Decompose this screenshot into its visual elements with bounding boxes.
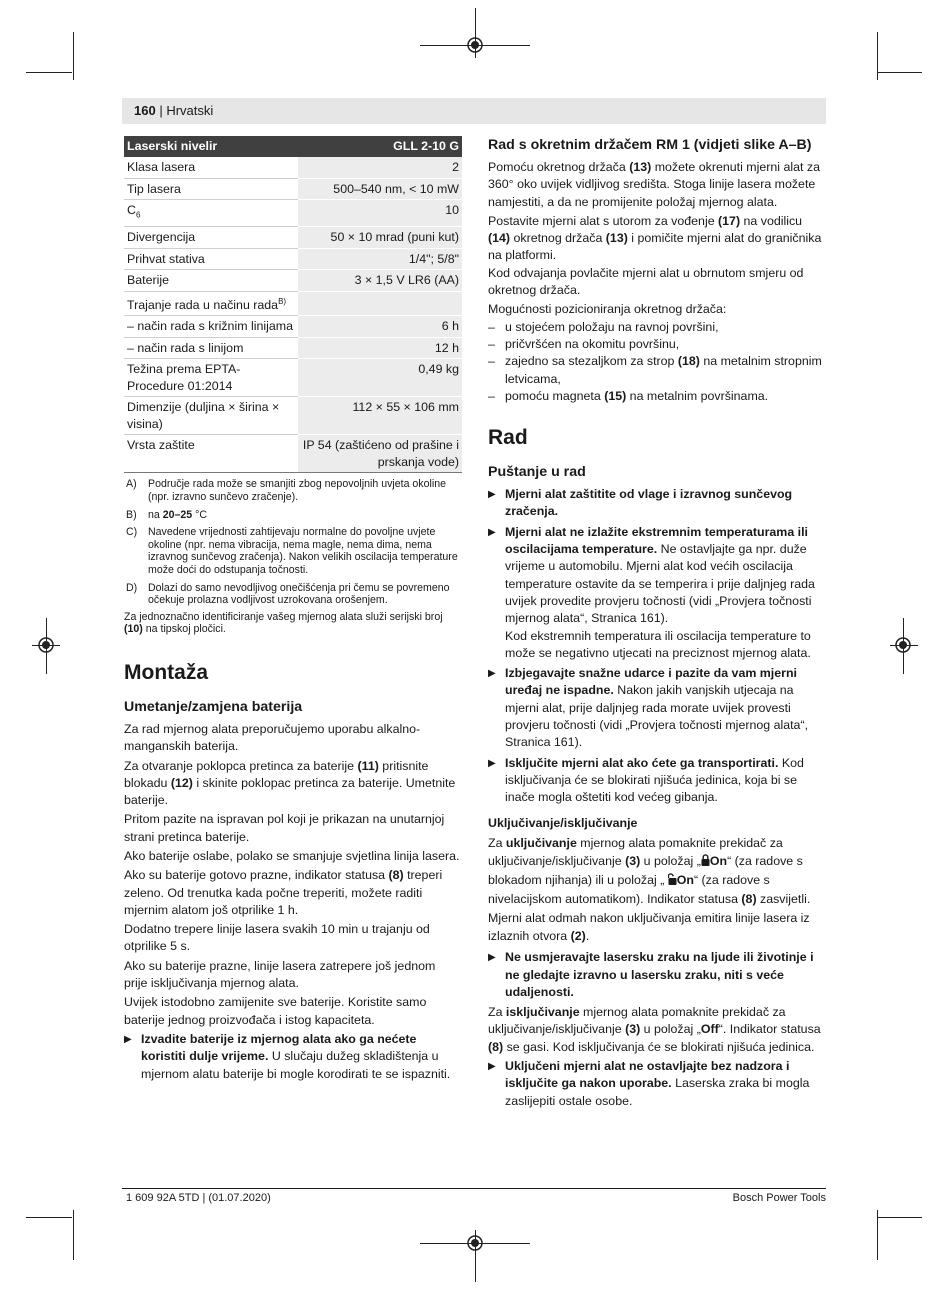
paragraph: Uvijek istodobno zamijenite sve baterije. Koristite samo baterije jednog proizvođača i istog kapaciteta. xyxy=(124,995,427,1027)
crop-mark xyxy=(878,72,922,73)
paragraph: Ako su baterije prazne, linije lasera zatrepere još jednom prije isključivanja mjernog alata. xyxy=(124,958,436,991)
text: zasvijetli. Mjerni alat odmah nakon uključivanja emitira linije lasera iz izlaznih otvora xyxy=(488,891,811,944)
text: mjernog alata pomaknite prekidač za uključivanje/isključivanje xyxy=(488,1005,786,1037)
table-row xyxy=(124,316,462,338)
footnote-key: C) xyxy=(126,526,138,539)
text: Postavite mjerni alat s utorom za vođenje xyxy=(488,213,719,228)
footnote xyxy=(124,509,462,522)
table-row xyxy=(124,270,462,292)
table-row xyxy=(124,178,462,200)
footnote-text: Dolazi do samo nevodljivog onečišćenja pri čemu se povremeno očekuje prolazna vodljivost uzrokovana orošenjem. xyxy=(148,581,450,607)
row-label-sup: B) xyxy=(278,296,287,306)
language-label: Hrvatski xyxy=(166,103,214,118)
table-row xyxy=(124,359,462,397)
text: mjernog alata pomaknite prekidač za uključivanje/isključivanje xyxy=(488,835,783,869)
paragraph-switch-on xyxy=(488,834,826,947)
page-number: 160 xyxy=(134,103,156,118)
lock-closed-icon xyxy=(701,854,710,866)
text: pomoću magneta xyxy=(505,388,605,403)
text: Ako su baterije gotovo prazne, indikator statusa xyxy=(124,868,389,883)
bullet-bold: Mjerni alat ne izlažite ekstremnim temperaturama ili oscilacijama temperature. xyxy=(505,524,808,557)
lock-open-icon xyxy=(668,873,677,885)
bullet-bold: Ne usmjeravajte lasersku zraku na ljude ili životinje i ne gledajte izravno u lasersku zraku, niti s veće udaljenosti. xyxy=(505,950,814,999)
registration-mark-icon xyxy=(465,1233,485,1253)
position-on: On xyxy=(709,854,728,869)
ref: (3) xyxy=(625,854,641,869)
row-value: IP 54 (zaštićeno od prašine i prskanja vode) xyxy=(298,435,462,473)
text: “. Indikator statusa xyxy=(718,1022,821,1037)
table-row xyxy=(124,248,462,270)
paragraph-switch-off xyxy=(488,1004,826,1056)
table-row xyxy=(124,337,462,359)
row-value: 500–540 nm, < 10 mW xyxy=(298,178,462,200)
footnote-text: Navedene vrijednosti zahtijevaju normalne do povoljne uvjete okoline (npr. nema vibracija, nema magle, nema dima, nema izravnog sunčevog zračenja). Nakon velikih oscilacija temperature može doći do odstupanja točnosti. xyxy=(148,526,458,576)
paragraph: Kod odvajanja povlačite mjerni alat u obrnutom smjeru od okretnog držača. xyxy=(488,265,804,298)
text: treperi zeleno. Od trenutka kada počne treperiti, možete raditi mjernim alatom još otprilike 1 h. xyxy=(124,868,443,917)
row-label: Prihvat stativa xyxy=(124,248,298,270)
row-label: Težina prema EPTA-Procedure 01:2014 xyxy=(124,359,298,397)
paragraph xyxy=(124,867,462,919)
serial-note-text: na tipskoj pločici. xyxy=(142,623,226,636)
ref: (14) xyxy=(488,231,511,246)
row-value: 50 × 10 mrad (puni kut) xyxy=(298,227,462,249)
subsection-title-batteries: Umetanje/zamjena baterija xyxy=(124,698,303,715)
table-row xyxy=(124,157,462,178)
footnote xyxy=(124,582,462,607)
crop-mark xyxy=(878,1217,922,1218)
ref: (13) xyxy=(629,160,652,174)
footer-brand: Bosch Power Tools xyxy=(732,1192,826,1204)
row-label: Dimenzije (duljina × širina × visina) xyxy=(124,397,298,435)
row-label: – način rada s linijom xyxy=(124,337,298,359)
row-value: 3 × 1,5 V LR6 (AA) xyxy=(298,270,462,292)
footnote xyxy=(124,526,462,576)
table-row xyxy=(124,227,462,249)
row-value: 112 × 55 × 106 mm xyxy=(298,397,462,435)
warning-bullet xyxy=(124,1031,462,1083)
text: okretnog držača xyxy=(510,231,606,246)
bullet-bold: Izbjegavajte snažne udarce i pazite da vam mjerni uređaj ne ispadne. xyxy=(505,666,797,698)
footnote-text: °C xyxy=(192,508,208,521)
list-item: – pričvršćen na okomitu površinu, xyxy=(488,336,826,353)
ref: (15) xyxy=(604,388,627,403)
row-label-text: C xyxy=(127,203,136,218)
paragraph xyxy=(488,159,826,211)
section-title-rad: Rad xyxy=(488,426,528,450)
text: i skinite poklopac pretinca za baterije. Umetnite baterije. xyxy=(124,775,456,808)
ref: (8) xyxy=(388,868,404,883)
footnote-text-bold: 20–25 xyxy=(162,508,193,521)
ref: (11) xyxy=(357,758,379,773)
position-on-auto: On xyxy=(676,873,694,888)
bullet-text: Laserska zraka bi mogla zaslijepiti ostale osobe. xyxy=(505,1076,810,1108)
warning-bullet xyxy=(488,949,826,1001)
row-value: 12 h xyxy=(298,337,462,359)
right-column xyxy=(488,136,826,1113)
bullet-bold: Mjerni alat zaštitite od vlage i izravnog sunčevog zračenja. xyxy=(505,487,793,519)
registration-mark-icon xyxy=(36,635,56,655)
spec-table-model: GLL 2-10 G xyxy=(298,136,462,157)
text: na metalnim površinama. xyxy=(626,388,769,403)
bullet-bold: Isključite mjerni alat ako ćete ga transportirati. xyxy=(505,755,779,770)
text: “ (za radove s blokadom njihanja) ili u položaj „ xyxy=(488,854,803,888)
paragraph: Za rad mjernog alata preporučujemo uporabu alkalno-manganskih baterija. xyxy=(124,721,421,754)
paragraph: Dodatno trepere linije lasera svakih 10 min u trajanju od otprilike 5 s. xyxy=(124,922,430,954)
ref: (13) xyxy=(605,231,628,246)
warning-bullet xyxy=(488,524,826,662)
text: Za xyxy=(488,835,506,850)
row-label: – način rada s križnim linijama xyxy=(124,316,298,338)
crop-mark xyxy=(73,32,74,80)
row-label: Baterije xyxy=(124,270,298,292)
registration-mark-icon xyxy=(893,635,913,655)
serial-note-text: Za jednoznačno identificiranje vašeg mjernog alata služi serijski broj xyxy=(124,610,443,623)
table-row xyxy=(124,291,462,316)
page-header: 160 | Hrvatski xyxy=(122,98,826,124)
text: možete okrenuti mjerni alat za 360° oko uvijek vidljivog središta. Stoga linije lasera možete namjestiti, a da ne promijenite položaj mjernog alata. xyxy=(488,160,820,209)
crop-mark xyxy=(26,1217,72,1218)
bullet-bold: Uključeni mjerni alat ne ostavljajte bez nadzora i isključite ga nakon uporabe. xyxy=(505,1059,790,1091)
crop-mark xyxy=(26,72,72,73)
position-off: Off xyxy=(700,1022,719,1037)
bullet-text: Nakon jakih vanjskih utjecaja na mjerni alat, prije daljnjeg rada morate uvijek provesti provjeru točnosti (vidi „Provjera točnosti mjernog alata“, Stranica 161). xyxy=(505,683,809,750)
text: Za xyxy=(488,1005,506,1020)
row-label-sub: 6 xyxy=(135,210,141,220)
text: “ (za radove s nivelacijskom automatikom). Indikator statusa xyxy=(488,873,770,906)
ref: (8) xyxy=(488,1039,504,1054)
warning-bullet xyxy=(488,665,826,751)
text: u položaj „ xyxy=(640,854,701,869)
row-value: 10 xyxy=(298,200,462,227)
footnote-key: B) xyxy=(126,508,137,521)
serial-note-ref: (10) xyxy=(124,623,143,636)
table-row xyxy=(124,435,462,473)
subsection-title-start: Puštanje u rad xyxy=(488,464,586,481)
paragraph xyxy=(124,758,462,810)
paragraph: Ako baterije oslabe, polako se smanjuje svjetlina linija lasera. xyxy=(124,849,460,863)
row-label: Klasa lasera xyxy=(124,157,298,178)
ref: (12) xyxy=(170,775,193,790)
paragraph: Mogućnosti pozicioniranja okretnog držača: xyxy=(488,302,727,317)
bullet-text: Kod ekstremnih temperatura ili oscilacija temperature to može se negativno utjecati na preciznost mjernog alata. xyxy=(505,628,811,660)
row-value: 2 xyxy=(298,157,462,178)
text: se gasi. Kod isključivanja će se blokirati njišuća jedinica. xyxy=(503,1039,815,1054)
table-row xyxy=(124,200,462,227)
ref: (8) xyxy=(741,891,757,906)
bullet-bold: Izvadite baterije iz mjernog alata ako ga nećete koristiti dulje vrijeme. xyxy=(141,1031,417,1064)
left-column xyxy=(124,136,462,1086)
text: i pomičite mjerni alat do graničnika na platformi. xyxy=(488,231,822,263)
section-title-montaza: Montaža xyxy=(124,660,208,684)
text-bold: uključivanje xyxy=(505,835,577,850)
row-value: 0,49 kg xyxy=(298,359,462,397)
spec-table xyxy=(124,136,462,473)
row-value: 6 h xyxy=(298,316,462,338)
paragraph xyxy=(488,213,826,265)
bullet-text: U slučaju dužeg skladištenja u mjernom alatu baterije bi mogle korodirati te se ispazniti. xyxy=(141,1049,451,1081)
text: u položaj „ xyxy=(640,1022,701,1037)
warning-bullet xyxy=(488,755,826,807)
section-title-rm1: Rad s okretnim držačem RM 1 (vidjeti slike A–B) xyxy=(488,137,812,153)
subsection-title-onoff: Uključivanje/isključivanje xyxy=(488,815,638,830)
ref: (2) xyxy=(570,929,586,944)
row-label-text: Trajanje rada u načinu rada xyxy=(127,297,279,312)
spec-table-title: Laserski nivelir xyxy=(124,136,298,157)
list-item: – u stojećem položaju na ravnoj površini, xyxy=(488,319,826,336)
bullet-text: Kod isključivanja će se blokirati njišuća jedinica, koja bi se inače mogla oštetiti kod većeg gibanja. xyxy=(505,755,804,805)
paragraph: Pritom pazite na ispravan pol koji je prikazan na unutarnjoj strani pretinca baterije. xyxy=(124,812,445,844)
footnote xyxy=(124,478,462,503)
warning-bullet xyxy=(488,486,826,521)
spec-table-header xyxy=(124,136,462,157)
text: . xyxy=(585,929,590,944)
footer-doc-id: 1 609 92A 5TD | (01.07.2020) xyxy=(126,1192,271,1204)
footnote-key: D) xyxy=(126,581,138,594)
row-label xyxy=(124,291,298,316)
text: pritisnite blokadu xyxy=(124,758,429,790)
footer-rule xyxy=(122,1188,826,1189)
text: na vodilicu xyxy=(740,213,803,228)
ref: (3) xyxy=(625,1022,641,1037)
text: Za otvaranje poklopca pretinca za baterije xyxy=(124,758,358,773)
row-value: 1/4"; 5/8" xyxy=(298,248,462,270)
row-label: Tip lasera xyxy=(124,178,298,200)
list-item xyxy=(488,353,826,388)
text: Pomoću okretnog držača xyxy=(488,160,630,174)
bullet-text: Ne ostavljajte ga npr. duže vrijeme u automobilu. Mjerni alat kod većih oscilacija temperature ostavite da se temperira i prije daljnjeg rada uvijek provedite provjeru točnosti (vidi „Provjera točnosti mjernog alata“, Stranica 161). xyxy=(505,542,815,626)
warning-bullet xyxy=(488,1058,826,1110)
table-row xyxy=(124,397,462,435)
footnote-text: Područje rada može se smanjiti zbog nepovoljnih uvjeta okoline (npr. izravno sunčevo zračenje). xyxy=(148,478,446,503)
ref: (18) xyxy=(677,354,700,369)
serial-note xyxy=(124,611,462,636)
row-label: Vrsta zaštite xyxy=(124,435,298,473)
footnote-text: na xyxy=(148,508,163,521)
footnote-key: A) xyxy=(126,478,137,491)
text-bold: isključivanje xyxy=(505,1005,580,1020)
row-label xyxy=(124,200,298,227)
text: zajedno sa stezaljkom za strop xyxy=(505,354,678,369)
text: na metalnim stropnim letvicama, xyxy=(505,354,822,386)
registration-mark-icon xyxy=(465,35,485,55)
row-value xyxy=(298,291,462,316)
ref: (17) xyxy=(718,213,741,228)
crop-mark xyxy=(73,1210,74,1260)
list-item xyxy=(488,388,826,405)
row-label: Divergencija xyxy=(124,227,298,249)
